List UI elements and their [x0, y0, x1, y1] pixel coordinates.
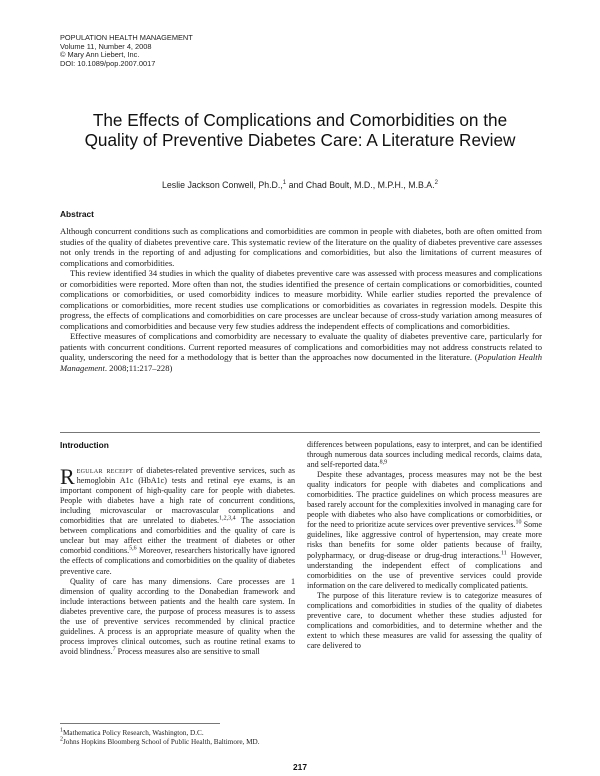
article-title — [60, 110, 540, 150]
footnote-2 — [60, 738, 260, 747]
body-paragraph — [307, 470, 542, 591]
footnote-divider — [60, 723, 220, 724]
author-conjunction: and — [286, 180, 306, 190]
body-text: Despite these advantages, process measures may not be the best quality indicators for people with diabetes and complications and comorbidities. The practice guidelines on which process measures are based rarely account for the complexities involved in managing care for people with diabetes who also have complications or comorbidities, or for the need to prioritize acute services over preventive services. — [307, 470, 542, 530]
reference-marker: 11 — [500, 549, 507, 556]
right-column — [307, 440, 542, 651]
body-text: differences between populations, easy to interpret, and can be identified through numerous data sources including medical records, claims data, and self-reported data. — [307, 440, 542, 470]
introduction-heading: Introduction — [60, 440, 109, 450]
author-2-affiliation: 2 — [434, 180, 438, 187]
abstract-text: Effective measures of complications and comorbidity are necessary to evaluate the quality of diabetes preventive care, particularly for patients with concurrent conditions. Current reported measures of complications and comorbidities may not address constructs related to quality, underscoring the need for a methodology that is better than the approaches now documented in the literature. ( — [60, 331, 542, 362]
intro-paragraph — [60, 577, 295, 657]
journal-volume: Volume 11, Number 4, 2008 — [60, 41, 152, 51]
body-paragraph — [307, 440, 542, 470]
footnote-1 — [60, 729, 260, 738]
author-1-affiliation: 1 — [282, 180, 287, 187]
abstract-heading: Abstract — [60, 209, 94, 219]
body-text: Quality of care has many dimensions. Care processes are 1 dimension of quality according to the Donabedian framework and include interactions between patients and the health care system. In diabetes preventive care, the purpose of process measures is to assess the use of preventive services recommended by clinical practice guidelines. A process is an appropriate measure of quality when the process improves clinical outcomes, such as routine retinal exams to avoid blindness. — [60, 576, 295, 656]
reference-marker: 1,2,3,4 — [219, 515, 236, 522]
journal-copyright: © Mary Ann Liebert, Inc. — [60, 50, 140, 60]
intro-paragraph — [60, 466, 295, 577]
journal-name: POPULATION HEALTH MANAGEMENT — [60, 33, 193, 42]
body-text: Process measures also are sensitive to small — [115, 646, 260, 656]
abstract-paragraph: Although concurrent conditions such as complications and comorbidities are common in people with diabetes, both are often omitted from studies of the quality of diabetes preventive care. This systematic review of the literature on the quality of diabetes preventive care assesses not only trends in the reporting of and adjusting for complications and comorbidities, but also the limitations of current measures of complications and comorbidities. — [60, 226, 542, 268]
body-text: The association between complications and comorbidities and the quality of care is unclear but may affect either the treatment of diabetes or other comorbid conditions. — [60, 516, 295, 556]
body-text: Moreover, researchers historically have ignored the effects of complications and comorbidities on the quality of diabetes preventive care. — [60, 546, 295, 576]
footnote-marker: 1 — [60, 727, 63, 734]
reference-marker: 8,9 — [379, 459, 388, 466]
author-line — [60, 180, 540, 190]
footnote-text: Mathematica Policy Research, Washington, D.C. — [63, 729, 204, 737]
body-text: Some guidelines, like aggressive control of hypertension, may create more risks than benefits for some older patients because of frailty, polypharmacy, or drug-disease or drug-drug interactions. — [307, 520, 543, 560]
abstract-paragraph: This review identified 34 studies in which the quality of diabetes preventive care was assessed with process measures and complications or comorbidities were reported. More often than not, the studies identified the presence of certain complications or comorbidities, counted complications or comorbidities, or used comorbidity indices to measure morbidity. While earlier studies reported the prevalence of complications or comorbidities, more recent studies use complications or comorbidities as covariates in regression models. Despite this progress, the effects of complications and comorbidities on care processes are unclear because of cross-study variation among measures of complications and comorbidities and because very few studies address the independent effects of complications and comorbidities. — [60, 268, 542, 331]
lead-in-small-caps: egular receipt — [76, 466, 133, 476]
author-1: Leslie Jackson Conwell, Ph.D., — [162, 180, 283, 190]
left-column — [60, 440, 295, 657]
body-paragraph: The purpose of this literature review is to categorize measures of complications and comorbidities in studies of the quality of diabetes preventive care, to document whether these studies adjusted for complications and comorbidities, and to determine whether and the extent to which these measures are valid for assessing the quality of care delivered to — [307, 590, 542, 650]
journal-doi: DOI: 10.1089/pop.2007.0017 — [60, 58, 156, 68]
abstract-journal-citation: Population Health Management — [60, 352, 542, 373]
abstract-paragraph — [60, 331, 542, 373]
reference-marker: 10 — [515, 519, 522, 526]
drop-cap: R — [60, 464, 75, 490]
journal-header — [60, 34, 193, 68]
page-number: 217 — [293, 762, 307, 772]
title-line-2: Quality of Preventive Diabetes Care: A Literature Review — [84, 130, 516, 150]
footnote-marker: 2 — [60, 736, 63, 743]
reference-marker: 5,6 — [129, 545, 137, 552]
title-line-1: The Effects of Complications and Comorbidities on the — [92, 110, 508, 130]
author-2: Chad Boult, M.D., M.P.H., M.B.A. — [305, 180, 435, 190]
body-text: of diabetes-related preventive services, such as hemoglobin A1c (HbA1c) tests and retinal eye exams, is an important component of high-quality care for people with diabetes. People with diabetes have a high rate of concurrent conditions, including microvascular or macrovascular complications and comorbidities that are unrelated to diabetes. — [60, 466, 295, 526]
abstract-body — [60, 226, 542, 373]
body-text: However, understanding the independent effect of complications and comorbidities on the use of preventive services could provide information on the care delivered to medically complicated patients. — [307, 550, 543, 590]
abstract-divider — [60, 432, 540, 433]
reference-marker: 7 — [112, 646, 116, 653]
abstract-citation-details: . 2008;11:217–228) — [104, 362, 173, 373]
footnote-text: Johns Hopkins Bloomberg School of Public Health, Baltimore, MD. — [63, 738, 260, 746]
footnotes — [60, 729, 260, 747]
